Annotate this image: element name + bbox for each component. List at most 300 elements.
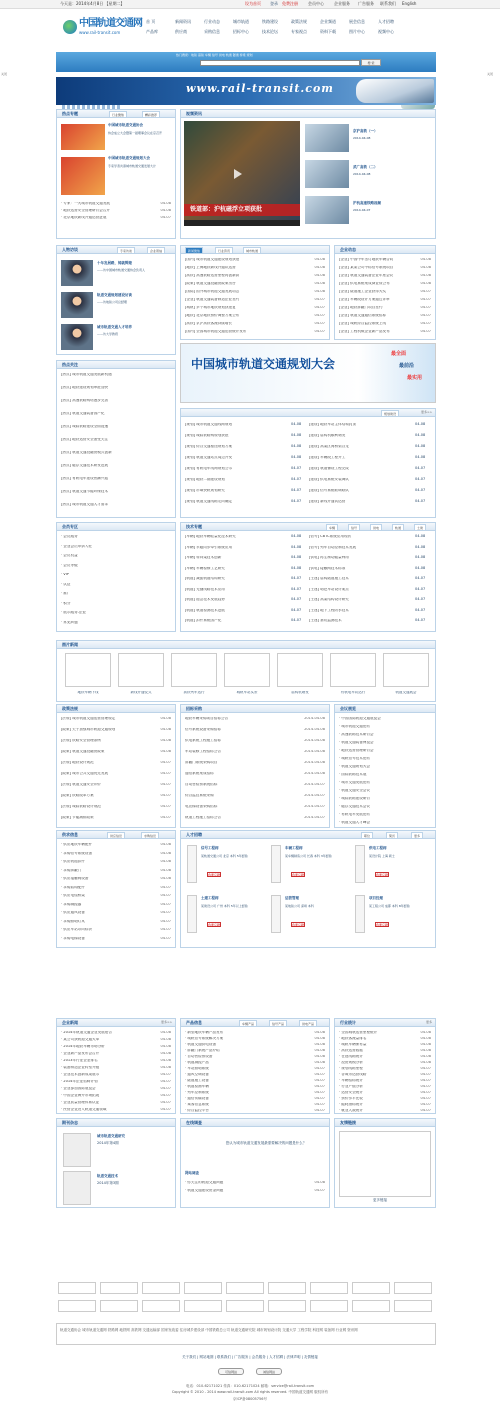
tab-jobs-more[interactable]: 更多 bbox=[411, 832, 423, 839]
nav-item[interactable]: 政策法规 bbox=[291, 19, 307, 24]
list-item[interactable]: [建设] 供电系统安装调试 bbox=[309, 478, 349, 481]
list-item[interactable]: [土建] 基坑监测技术 bbox=[309, 619, 342, 622]
list-item-title[interactable]: [企业] 中国中车签订地铁车辆合同 bbox=[339, 258, 394, 261]
list-item[interactable] bbox=[339, 1091, 431, 1096]
list-item[interactable] bbox=[61, 621, 171, 626]
nav-item[interactable]: 招标中心 bbox=[233, 29, 249, 34]
nav-item[interactable]: 产品库 bbox=[146, 29, 158, 34]
list-item-title[interactable]: · 认证 bbox=[61, 582, 71, 586]
search-button[interactable]: 搜 索 bbox=[361, 59, 381, 66]
list-item-title[interactable]: [法规] 城市轨道交通运营管理规定 bbox=[61, 717, 116, 720]
gallery-image[interactable] bbox=[277, 653, 323, 687]
list-item[interactable] bbox=[185, 1097, 325, 1102]
list-item[interactable]: [车辆] 车辆检修工艺研究 bbox=[185, 566, 225, 570]
tab-focus[interactable]: 行业聚焦 bbox=[109, 111, 127, 118]
list-item-title[interactable]: · 行业产值分析 bbox=[339, 1085, 363, 1088]
list-item[interactable] bbox=[61, 805, 171, 810]
list-item-title[interactable]: · 供应接触网设备 bbox=[61, 877, 89, 880]
video-item-title[interactable]: 武广高铁（二） bbox=[353, 165, 378, 169]
list-item-title[interactable]: [热点] 轨道交通投融资模式创新 bbox=[61, 451, 112, 454]
list-item[interactable] bbox=[185, 1091, 325, 1096]
list-item[interactable] bbox=[61, 860, 171, 865]
list-item[interactable] bbox=[185, 306, 325, 311]
list-item-title[interactable]: [城轨] 多个城市地铁规划获批复 bbox=[185, 306, 236, 309]
gallery-caption[interactable]: 轨道交通展会 bbox=[395, 691, 417, 694]
list-item[interactable] bbox=[339, 290, 431, 295]
list-item-title[interactable]: [地铁] 上海地铁新线开通试运营 bbox=[185, 266, 236, 269]
list-item[interactable] bbox=[185, 266, 325, 271]
list-item[interactable] bbox=[185, 1109, 325, 1114]
job-title[interactable]: 运营管理 bbox=[285, 896, 299, 900]
list-item-title[interactable]: · 车辆招标统计 bbox=[339, 1079, 363, 1082]
list-item[interactable]: [土建] 高架结构设计研究 bbox=[309, 598, 349, 601]
list-item-title[interactable]: · 车站照明系统 bbox=[185, 1067, 209, 1070]
list-item-title[interactable]: · 城轨信号技术论坛 bbox=[339, 757, 371, 760]
list-item[interactable] bbox=[339, 1103, 431, 1108]
video-controls[interactable] bbox=[184, 220, 300, 226]
list-item[interactable]: [轨道] 扣件系统国产化 bbox=[185, 619, 222, 622]
list-item-title[interactable]: [企业] 轨道交通通信系统招标 bbox=[339, 314, 387, 317]
tab-experts[interactable]: 专家访谈 bbox=[117, 247, 135, 254]
tab-headlines[interactable]: 新闻聚焦 bbox=[185, 247, 203, 254]
list-item-title[interactable]: [热点] 有轨电车建设热潮兴起 bbox=[61, 477, 109, 480]
list-item[interactable] bbox=[185, 1061, 325, 1066]
list-item-title[interactable]: · 轨道检测车辆 bbox=[185, 1085, 209, 1088]
list-item[interactable] bbox=[339, 733, 431, 738]
topic-image-1[interactable] bbox=[61, 124, 105, 150]
list-item-title[interactable]: · 会员权益 bbox=[61, 554, 78, 557]
nav-item[interactable]: 技术论坛 bbox=[262, 29, 278, 34]
partner-logo[interactable] bbox=[142, 1282, 180, 1294]
list-item-title[interactable]: [法规] 轨道交通安全评价 bbox=[61, 783, 101, 786]
nav-item[interactable]: 行业动态 bbox=[204, 19, 220, 24]
list-item[interactable]: [规划] 有轨电车线网规划公示 bbox=[185, 467, 233, 470]
apply-button[interactable]: 我要应聘 bbox=[376, 923, 389, 927]
partner-logo[interactable] bbox=[352, 1282, 390, 1294]
list-item-title[interactable]: [国内] 城市轨道交通建设规划获批 bbox=[185, 258, 240, 261]
list-item[interactable]: [车辆] 转向架技术创新 bbox=[185, 556, 222, 559]
list-item-title[interactable]: [企业] 轨道交通装备企业年度会议 bbox=[339, 274, 394, 277]
list-item[interactable] bbox=[61, 794, 171, 799]
tab-urban[interactable]: 城市轨道 bbox=[243, 247, 261, 254]
list-item-title[interactable]: · 推广 bbox=[61, 592, 71, 595]
list-item[interactable] bbox=[185, 1067, 325, 1072]
video-thumb[interactable] bbox=[305, 196, 349, 224]
list-item[interactable] bbox=[185, 1043, 325, 1048]
partner-logo[interactable] bbox=[268, 1282, 306, 1294]
list-item-title[interactable]: [高铁] 京沪高铁客流持续增长 bbox=[185, 322, 233, 325]
list-item[interactable] bbox=[339, 266, 431, 271]
list-item-title[interactable]: · 专家：一大城市轨道交通发展 bbox=[61, 202, 111, 205]
list-item-title[interactable]: [企业] 供电系统集成商业绩公布 bbox=[339, 282, 390, 285]
list-item-title[interactable]: · 轨道交通建设资金问题 bbox=[185, 1189, 224, 1192]
list-item[interactable] bbox=[61, 216, 171, 221]
list-item[interactable]: [建设] 地铁车站主体结构封顶 bbox=[309, 423, 357, 426]
list-item-title[interactable]: · 新型地铁车辆产品发布 bbox=[185, 1031, 224, 1034]
list-item[interactable] bbox=[185, 750, 325, 755]
list-item[interactable] bbox=[61, 386, 171, 391]
nav-item[interactable]: 首 页 bbox=[146, 19, 156, 24]
list-item[interactable] bbox=[185, 282, 325, 287]
list-item[interactable] bbox=[61, 869, 171, 874]
list-item-title[interactable]: · 民营企业进入轨道交通领域 bbox=[61, 1108, 107, 1111]
list-item[interactable] bbox=[61, 490, 171, 495]
list-item-title[interactable]: [法规] 城际铁路设计规范 bbox=[61, 805, 101, 808]
list-item[interactable]: [建设] 车辆段工程开工 bbox=[309, 456, 346, 459]
list-item-title[interactable]: · 地铁客流量排名 bbox=[339, 1037, 367, 1040]
list-item-title[interactable]: · 中国国际轨道交通展览会 bbox=[339, 717, 381, 720]
top-link-service[interactable]: 企业服务 bbox=[334, 1, 350, 6]
nav-item[interactable]: 人才招聘 bbox=[378, 19, 394, 24]
list-item[interactable] bbox=[339, 789, 431, 794]
top-link-english[interactable]: English bbox=[402, 1, 417, 6]
partner-logo[interactable] bbox=[310, 1282, 348, 1294]
list-item-title[interactable]: 电扶梯设备采购招标 bbox=[185, 805, 218, 808]
list-item-title[interactable]: [地铁] 北京地铁票价调整方案公布 bbox=[185, 314, 240, 317]
tab-hot-topics[interactable]: 热点专题 bbox=[62, 111, 78, 116]
list-item-title[interactable]: · 供应电缆桥架 bbox=[61, 894, 85, 897]
video-thumb[interactable] bbox=[305, 160, 349, 188]
tab-planning[interactable]: 规划建设 bbox=[381, 410, 399, 417]
list-item[interactable] bbox=[185, 1079, 325, 1084]
list-item[interactable] bbox=[61, 564, 171, 569]
list-item-title[interactable]: · 2014年企业招聘计划 bbox=[61, 1080, 98, 1083]
gallery-image[interactable] bbox=[65, 653, 111, 687]
list-item-title[interactable]: [政策] 轨道交通投融资政策出台 bbox=[185, 282, 236, 285]
list-item[interactable] bbox=[61, 911, 171, 916]
list-item[interactable] bbox=[185, 1181, 325, 1186]
nav-item[interactable]: 新闻资讯 bbox=[175, 19, 191, 24]
list-item[interactable]: [土建] 盾构隧道施工技术 bbox=[309, 577, 349, 580]
list-item[interactable] bbox=[61, 545, 171, 550]
nav-item[interactable]: 展会信息 bbox=[349, 19, 365, 24]
list-item[interactable] bbox=[339, 1037, 431, 1042]
list-item-title[interactable]: [热点] 城际铁路建设全面提速 bbox=[61, 425, 109, 428]
list-item-title[interactable]: · 地铁运营管理研讨会 bbox=[339, 749, 374, 752]
play-icon[interactable] bbox=[234, 169, 242, 179]
list-item[interactable] bbox=[61, 1052, 171, 1057]
list-item[interactable] bbox=[61, 554, 171, 559]
list-item-title[interactable]: · 轨道减振产品 bbox=[185, 1061, 209, 1064]
list-item[interactable]: [轨道] 道岔技术发展趋势 bbox=[185, 598, 225, 601]
list-item[interactable] bbox=[61, 1108, 171, 1113]
list-item[interactable] bbox=[61, 573, 171, 578]
list-item-title[interactable]: [政策] 节能减排政策 bbox=[61, 816, 94, 819]
list-item[interactable] bbox=[61, 1031, 171, 1036]
gallery-image[interactable] bbox=[224, 653, 270, 687]
list-item[interactable] bbox=[61, 739, 171, 744]
tab-vehicle-products[interactable]: 车辆产品 bbox=[239, 1020, 257, 1027]
list-item[interactable] bbox=[339, 781, 431, 786]
list-item[interactable] bbox=[61, 1094, 171, 1099]
list-item-title[interactable]: · 就业人数统计 bbox=[339, 1109, 363, 1112]
list-item-title[interactable]: · 轨道交通供电设备 bbox=[185, 1043, 217, 1046]
list-item[interactable] bbox=[339, 749, 431, 754]
list-item[interactable] bbox=[339, 322, 431, 327]
links-more[interactable]: 更多链接 bbox=[373, 1198, 387, 1202]
list-item-title[interactable]: · 城市交通发展论坛 bbox=[339, 781, 371, 784]
list-item-title[interactable]: [热点] 地铁运营安全备受关注 bbox=[61, 438, 109, 441]
list-item[interactable] bbox=[61, 535, 171, 540]
credit-site-badge[interactable]: 诚信网站 bbox=[256, 1368, 282, 1375]
list-item-title[interactable]: · 城市轨道交通论坛 bbox=[339, 725, 371, 728]
list-item[interactable] bbox=[61, 903, 171, 908]
list-item[interactable] bbox=[61, 1066, 171, 1071]
list-item-title[interactable]: · 各城市运营线路 bbox=[339, 1073, 367, 1076]
planning-more-link[interactable]: 更多>> bbox=[420, 410, 432, 414]
list-item-title[interactable]: [国际] 国外城市轨道交通发展动态 bbox=[185, 290, 240, 293]
list-item[interactable] bbox=[185, 728, 325, 733]
apply-button[interactable]: 我要应聘 bbox=[292, 873, 305, 877]
magazine-name-2[interactable]: 轨道交通技术 bbox=[97, 1174, 118, 1178]
list-item-title[interactable]: · 供应轨道扣件 bbox=[61, 860, 85, 863]
person-title[interactable]: 十年发展路，铸就辉煌 bbox=[97, 261, 132, 265]
list-item[interactable] bbox=[61, 717, 171, 722]
list-item[interactable] bbox=[185, 322, 325, 327]
list-item-title[interactable]: · 全国城轨运营里程统计 bbox=[339, 1031, 378, 1034]
nav-item[interactable]: 采购信息 bbox=[204, 29, 220, 34]
list-item[interactable] bbox=[339, 282, 431, 287]
list-item-title[interactable]: [热点] 地铁建设规划审批加快 bbox=[61, 386, 109, 389]
video-thumb[interactable] bbox=[305, 124, 349, 152]
list-item-title[interactable]: · 票价水平比较 bbox=[339, 1097, 363, 1100]
list-item[interactable]: [轨道] 轨道检测技术进展 bbox=[185, 608, 225, 612]
list-item[interactable] bbox=[61, 202, 171, 207]
list-item[interactable]: [土建] 地下工程防水技术 bbox=[309, 608, 349, 612]
list-item-title[interactable]: · 企业新产品发布会召开 bbox=[61, 1052, 100, 1055]
list-item-title[interactable]: · 供应通风设备 bbox=[61, 911, 85, 914]
gallery-image[interactable] bbox=[118, 653, 164, 687]
list-item[interactable] bbox=[61, 1073, 171, 1078]
list-item-title[interactable]: · 综合监控平台 bbox=[185, 1109, 209, 1112]
list-item[interactable] bbox=[339, 1073, 431, 1078]
list-item-title[interactable]: · 在建线路统计 bbox=[339, 1055, 363, 1058]
partner-logo[interactable] bbox=[226, 1300, 264, 1312]
list-item[interactable] bbox=[185, 1189, 325, 1194]
list-item-title[interactable]: [企业] 隧道施工企业获得大奖 bbox=[339, 290, 387, 293]
apply-button[interactable]: 我要应聘 bbox=[292, 923, 305, 927]
list-item[interactable]: [规划] 城际铁路网规划获批 bbox=[185, 434, 229, 437]
list-item-title[interactable]: [企业] 轨道交通装备制造企业签约 bbox=[185, 298, 240, 301]
list-item[interactable] bbox=[61, 451, 171, 456]
list-item-title[interactable]: · 会员服务 bbox=[61, 535, 78, 538]
list-item-title[interactable]: · 运营安全统计 bbox=[339, 1091, 363, 1094]
list-item[interactable] bbox=[61, 894, 171, 899]
list-item[interactable]: [信号] 列车自动控制技术发展 bbox=[309, 545, 357, 549]
nav-item[interactable]: 资料下载 bbox=[320, 29, 336, 34]
list-item[interactable]: [车辆] 永磁同步牵引系统应用 bbox=[185, 545, 233, 549]
list-item[interactable] bbox=[339, 1049, 431, 1054]
list-item[interactable]: [轨道] 减振轨道结构研究 bbox=[185, 577, 225, 580]
list-item-title[interactable]: [热点] 轨道交通装备国产化 bbox=[61, 412, 105, 415]
list-item[interactable] bbox=[185, 794, 325, 799]
conference-ad[interactable] bbox=[180, 343, 436, 403]
list-item[interactable] bbox=[185, 783, 325, 788]
trusted-site-badge[interactable]: 可信网站 bbox=[218, 1368, 244, 1375]
video-player[interactable] bbox=[184, 121, 300, 226]
partner-logo[interactable] bbox=[58, 1300, 96, 1312]
gallery-image[interactable] bbox=[171, 653, 217, 687]
list-item-title[interactable]: [高铁] 高速铁路运营里程再创新高 bbox=[185, 274, 240, 277]
list-item[interactable] bbox=[339, 1097, 431, 1102]
list-item-title[interactable]: · 企业参加国际展览会 bbox=[61, 1087, 96, 1090]
list-item-title[interactable]: [热点] 高速铁路网络逐步完善 bbox=[61, 399, 109, 402]
list-item-title[interactable]: · 2014年轨道交通企业发展报告 bbox=[61, 1031, 112, 1034]
list-item-title[interactable]: · 轨道交通安全会议 bbox=[339, 789, 371, 792]
list-item[interactable] bbox=[339, 773, 431, 778]
list-item[interactable] bbox=[339, 821, 431, 826]
list-item[interactable] bbox=[339, 306, 431, 311]
list-item[interactable] bbox=[61, 816, 171, 821]
apply-button[interactable]: 我要应聘 bbox=[208, 873, 221, 877]
tab-civil[interactable]: 土建 bbox=[414, 524, 426, 531]
list-item[interactable] bbox=[185, 314, 325, 319]
list-item[interactable] bbox=[339, 717, 431, 722]
list-item-title[interactable]: · 地铁运营安全管理研讨会召开 bbox=[61, 209, 111, 212]
list-item[interactable] bbox=[61, 464, 171, 469]
list-item-title[interactable]: [企业] 车辆段设计方案通过评审 bbox=[339, 298, 390, 301]
list-item[interactable] bbox=[61, 877, 171, 882]
tab-power[interactable]: 供电 bbox=[370, 524, 382, 531]
top-link-contact[interactable]: 联系我们 bbox=[380, 1, 396, 6]
list-item[interactable] bbox=[339, 298, 431, 303]
list-item[interactable] bbox=[185, 739, 325, 744]
tab-vehicle[interactable]: 车辆 bbox=[326, 524, 338, 531]
list-item-title[interactable]: · 高速铁路技术研讨会 bbox=[339, 733, 374, 736]
list-item[interactable] bbox=[61, 583, 171, 588]
partner-logo[interactable] bbox=[100, 1300, 138, 1312]
list-item[interactable] bbox=[339, 757, 431, 762]
list-item[interactable] bbox=[339, 813, 431, 818]
list-item[interactable] bbox=[61, 592, 171, 597]
tab-recommend[interactable]: 精彩推荐 bbox=[142, 111, 160, 118]
nav-item[interactable]: 企业频道 bbox=[320, 19, 336, 24]
list-item-title[interactable]: [政策] 轨道交通投融资政策 bbox=[61, 750, 105, 753]
list-item-title[interactable]: 自动售检票系统招标 bbox=[185, 783, 218, 786]
list-item-title[interactable]: · 供应地铁车辆配件 bbox=[61, 843, 93, 846]
list-item[interactable] bbox=[185, 772, 325, 777]
list-item[interactable] bbox=[185, 330, 325, 335]
list-item-title[interactable]: · 2014年地铁车辆市场分析 bbox=[61, 1045, 105, 1048]
tab-demand[interactable]: 求购信息 bbox=[141, 832, 159, 839]
list-item-title[interactable]: 地铁车辆采购项目招标公告 bbox=[185, 717, 229, 720]
list-item[interactable] bbox=[61, 1080, 171, 1085]
magazine-cover-2[interactable] bbox=[63, 1171, 91, 1205]
gallery-caption[interactable]: 高铁列车运行 bbox=[183, 691, 205, 694]
list-item-title[interactable]: [法规] 铁路安全管理条例 bbox=[61, 739, 101, 742]
list-item-title[interactable]: · 轨道交通规划大会 bbox=[339, 765, 371, 768]
list-item[interactable] bbox=[61, 602, 171, 607]
list-item[interactable]: [供电] 再生制动能量利用 bbox=[309, 556, 349, 559]
list-item-title[interactable]: · 高铁运营数据 bbox=[339, 1049, 363, 1052]
list-item[interactable] bbox=[185, 1085, 325, 1090]
list-item-title[interactable]: [企业] 城轨综合监控系统上线 bbox=[339, 322, 387, 325]
video-item-title[interactable]: 京沪高铁（一） bbox=[353, 129, 378, 133]
list-item-title[interactable]: [热点] 轨道交通节能环保技术 bbox=[61, 490, 109, 493]
list-item[interactable]: [建设] 信号系统联调联试 bbox=[309, 489, 349, 492]
company-news-more[interactable]: 更多>> bbox=[160, 1020, 172, 1024]
partner-logo[interactable] bbox=[100, 1282, 138, 1294]
list-item[interactable] bbox=[185, 1073, 325, 1078]
footer-link-cloud[interactable]: 轨道交通协会 城市轨道交通网 铁路网 地铁网 高铁网 交通运输部 国家发改委 住房城乡建设部 中国铁路总公司 轨道交通研究院 城市规划设计院 交通大学 工程学院 科技网 装备网 行业网 资讯网 bbox=[56, 1323, 436, 1345]
person-title[interactable]: 城市轨道交通人才培养 bbox=[97, 325, 132, 329]
job-title[interactable]: 土建工程师 bbox=[201, 896, 219, 900]
list-item[interactable] bbox=[339, 1043, 431, 1048]
list-item[interactable]: [规划] 轨道交通站点周边开发 bbox=[185, 456, 233, 459]
list-item[interactable] bbox=[61, 503, 171, 508]
list-item-title[interactable]: · 供应车站导向标识 bbox=[61, 928, 93, 931]
list-item-title[interactable]: · 企业会员申请入驻 bbox=[61, 544, 93, 548]
list-item[interactable] bbox=[61, 399, 171, 404]
list-item-title[interactable]: · 企业质量管理体系认证 bbox=[61, 1101, 100, 1104]
gallery-caption[interactable]: 有轨电车试运行 bbox=[340, 691, 366, 694]
gallery-caption[interactable]: 地铁车辆下线 bbox=[77, 691, 99, 694]
list-item[interactable]: [建设] 高架区间桥梁合龙 bbox=[309, 445, 349, 448]
topic-image-2[interactable] bbox=[61, 157, 105, 195]
apply-button[interactable]: 我要应聘 bbox=[376, 873, 389, 877]
list-item-title[interactable]: [热点] 城市轨道交通发展新机遇 bbox=[61, 373, 112, 376]
list-item-title[interactable]: · 中国企业海外市场拓展 bbox=[61, 1094, 100, 1097]
topic-title-2[interactable]: 中国城市轨道交通规划大会 bbox=[108, 156, 150, 160]
top-link-ads[interactable]: 广告服务 bbox=[358, 1, 374, 6]
list-item[interactable] bbox=[185, 805, 325, 810]
list-item[interactable] bbox=[185, 717, 325, 722]
login-link[interactable]: 登录 bbox=[270, 1, 278, 6]
list-item[interactable] bbox=[61, 1045, 171, 1050]
list-item[interactable] bbox=[339, 797, 431, 802]
magazine-name-1[interactable]: 城市轨道交通研究 bbox=[97, 1134, 125, 1138]
list-item-title[interactable]: · 求购盾构配件 bbox=[61, 885, 85, 889]
nav-item[interactable]: 图片中心 bbox=[349, 29, 365, 34]
nav-item[interactable]: 城市轨道 bbox=[233, 19, 249, 24]
list-item-title[interactable]: · 会员等级 bbox=[61, 563, 78, 567]
list-item[interactable] bbox=[61, 852, 171, 857]
partner-logo[interactable] bbox=[352, 1300, 390, 1312]
list-item-title[interactable]: [企业] 某某公司中标信号系统项目 bbox=[339, 266, 394, 269]
list-item-title[interactable]: 屏蔽门系统采购项目 bbox=[185, 761, 218, 764]
list-item-title[interactable]: [政策] 铁路改革方案 bbox=[61, 794, 94, 797]
list-item[interactable] bbox=[61, 761, 171, 766]
list-item-title[interactable]: [企业] 地铁屏蔽门项目签约 bbox=[339, 306, 383, 309]
list-item[interactable] bbox=[61, 412, 171, 417]
list-item-title[interactable]: · 北京地铁新线开通运营进展 bbox=[61, 216, 107, 219]
list-item[interactable] bbox=[61, 920, 171, 925]
topic-title-1[interactable]: 中国城市轨道交通协会 bbox=[108, 123, 143, 127]
list-item[interactable] bbox=[185, 1055, 325, 1060]
tab-resumes[interactable]: 简历 bbox=[386, 832, 398, 839]
list-item[interactable] bbox=[185, 1103, 325, 1108]
job-title[interactable]: 项目经理 bbox=[369, 896, 383, 900]
list-item-title[interactable]: 车站装修工程招标公告 bbox=[185, 750, 221, 753]
list-item[interactable]: [建设] 盾构机顺利始发 bbox=[309, 434, 346, 437]
list-item-title[interactable]: [政策] 关于加强城市轨道交通规划 bbox=[61, 728, 116, 731]
list-item[interactable]: [建设] 新线开通试运营 bbox=[309, 500, 346, 503]
list-item-title[interactable]: · 能耗指标统计 bbox=[339, 1103, 363, 1106]
list-item-title[interactable]: 信号系统设备采购招标 bbox=[185, 728, 221, 731]
list-item[interactable] bbox=[339, 330, 431, 335]
list-item[interactable] bbox=[61, 783, 171, 788]
list-item[interactable] bbox=[339, 1085, 431, 1090]
list-item[interactable] bbox=[339, 274, 431, 279]
list-item-title[interactable]: · 隧道施工设备 bbox=[185, 1079, 209, 1082]
tab-jobs[interactable]: 职位 bbox=[361, 832, 373, 839]
list-item[interactable]: [规划] 市域快轨规划研究 bbox=[185, 489, 225, 492]
partner-logo[interactable] bbox=[58, 1282, 96, 1294]
list-item-title[interactable]: · 投资规模分析 bbox=[339, 1061, 363, 1064]
list-item-title[interactable]: 供电系统工程施工招标 bbox=[185, 739, 221, 742]
list-item-title[interactable]: [国内] 全国城市轨道交通运营统计发布 bbox=[185, 330, 247, 333]
list-item[interactable] bbox=[61, 1101, 171, 1106]
